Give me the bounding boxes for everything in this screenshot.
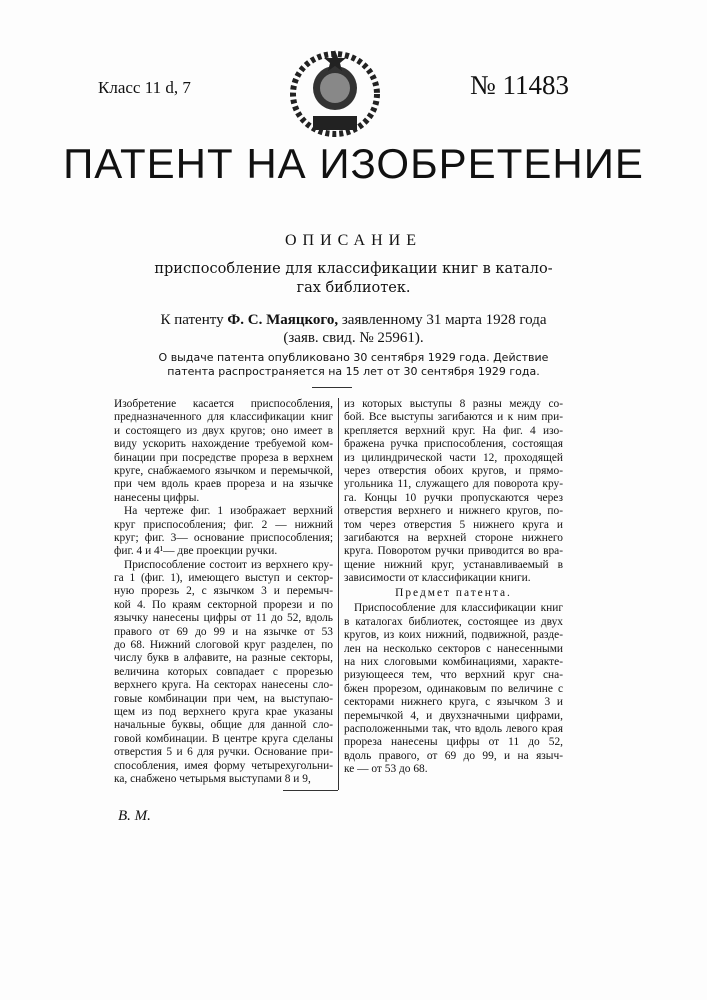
text-line: говые комбинации при чем, на выступаю-	[114, 693, 333, 706]
text-line: язычку нанесены цифры от 11 до 52, вдоль	[114, 612, 333, 625]
text-line: круга. Поворотом ручки приводится во вра-	[344, 545, 563, 558]
text-line: фиг. 4 и 4¹— две проекции ручки.	[114, 545, 333, 558]
patent-page	[0, 0, 707, 1000]
text-line: круг; фиг. 3— основание приспособления;	[114, 532, 333, 545]
text-line: предназначенного для классификации книг	[114, 411, 333, 424]
left-column	[114, 398, 333, 786]
text-line: ризующееся тем, что верхний круг сна-	[344, 669, 563, 682]
column-divider	[338, 398, 339, 790]
document-title: ПАТЕНТ НА ИЗОБРЕТЕНИЕ	[0, 140, 707, 188]
text-line: щем из под верхнего круга крае указаны	[114, 706, 333, 719]
text-line: кругов, из коих нижний, подвижной, разде-	[344, 629, 563, 642]
subtitle-line: гах библиотек.	[0, 279, 707, 298]
text-line: из которых выступы 8 разны между со-	[344, 398, 563, 411]
text-line: до 68. Нижний слоговой круг разделен, по	[114, 639, 333, 652]
text-line: Изобретение касается приспособления,	[114, 398, 333, 411]
text-line: и состоящего из двух кругов; оно имеет в	[114, 425, 333, 438]
claim-heading: Предмет патента.	[344, 585, 563, 602]
text-line: крепляется верхний круг. На фиг. 4 изо-	[344, 425, 563, 438]
text-line: отверстия верхнего и нижнего кругов, по-	[344, 505, 563, 518]
text-line: секторами нижнего круга, с язычком 3 и	[344, 696, 563, 709]
text-line: га 1 (фиг. 1), имеющего выступ и сектор-	[114, 572, 333, 585]
patent-class: Класс 11 d, 7	[98, 78, 191, 98]
text-line: га. Концы 10 ручки пропускаются через	[344, 492, 563, 505]
subtitle-line: приспособление для классификации книг в катало-	[0, 260, 707, 279]
text-line: начальные буквы, общие для данной слo-	[114, 719, 333, 732]
application-number: (заяв. свид. № 25961).	[0, 329, 707, 347]
right-column	[344, 398, 563, 777]
text-line: ке — от 53 до 68.	[344, 763, 563, 776]
text-line: Приспособление состоит из верхнего кру-	[114, 559, 333, 572]
text-line: на них слоговыми комбинациями, характе-	[344, 656, 563, 669]
signature: В. М.	[118, 808, 151, 825]
text-line: верхнего круга. На секторах нанесены сло-	[114, 679, 333, 692]
text-line: из цилиндрической части 12, проходящей	[344, 452, 563, 465]
text-line: отверстия 5 и 6 для ручки. Основание при-	[114, 746, 333, 759]
text-line: способления, имея форму четырехугольни-	[114, 760, 333, 773]
patent-filed-date: заявленному 31 марта 1928 года	[338, 312, 546, 328]
text-line: бой. Все выступы загибаются и к ним при-	[344, 411, 563, 424]
patent-info	[0, 311, 707, 347]
text-line: круге, снабжаемого язычком и перемычкой,	[114, 465, 333, 478]
text-line: кой 4. По краям секторной прорези и по	[114, 599, 333, 612]
text-line: ка, снабжено четырьмя выступами 8 и 9,	[114, 773, 333, 786]
text-line: числу букв в алфавите, на разные секторы,	[114, 652, 333, 665]
text-line: расположенными так, что вдоль левого края	[344, 723, 563, 736]
text-line: при чем вдоль краев прореза и на язычке	[114, 478, 333, 491]
text-line: загибаются на верхней стороне нижнего	[344, 532, 563, 545]
text-line: виду ускорить нахождение требуемой ком-	[114, 438, 333, 451]
text-line: через отверстия обоих кругов, и прямо-	[344, 465, 563, 478]
text-line: нанесены цифры.	[114, 492, 333, 505]
description-heading: ОПИСАНИЕ	[0, 232, 707, 250]
notice-line: патента распространяется на 15 лет от 30 сентября 1929 года.	[0, 365, 707, 379]
text-line: величина которых совпадает с прорезью	[114, 666, 333, 679]
text-line: лен на несколько секторов с нанесенными	[344, 643, 563, 656]
text-line: зависимости от классификации книги.	[344, 572, 563, 585]
text-line: бражена ручка приспособления, состоящая	[344, 438, 563, 451]
publication-notice	[0, 351, 707, 379]
text-line: в каталогах библиотек, состоящее из двух	[344, 616, 563, 629]
text-line: бинации при посредстве прореза в верхнем	[114, 452, 333, 465]
patent-prefix: К патенту	[160, 312, 227, 328]
text-line: угольника 11, служащего для поворота кру-	[344, 478, 563, 491]
text-line: На чертеже фиг. 1 изображает верхний	[114, 505, 333, 518]
column-end-rule	[283, 790, 338, 791]
text-line: правого от 69 до 99 и на язычке от 53	[114, 626, 333, 639]
patent-author: Ф. С. Маяцкого,	[227, 312, 338, 328]
divider	[312, 387, 352, 388]
text-line: вдоль правого, от 69 до 99, и на языч-	[344, 750, 563, 763]
text-line: том через отверстия 5 нижнего круга и	[344, 519, 563, 532]
text-line: говой комбинации. В центре круга сделаны	[114, 733, 333, 746]
state-emblem-icon	[285, 48, 385, 138]
text-line: щение нижний круг, устанавливаемый в	[344, 559, 563, 572]
text-line: прореза нанесены цифры от 11 до 52,	[344, 736, 563, 749]
text-line: круг приспособления; фиг. 2 — нижний	[114, 519, 333, 532]
invention-subtitle	[0, 260, 707, 298]
patent-number: № 11483	[470, 70, 569, 101]
notice-line: О выдаче патента опубликовано 30 сентября 1929 года. Действие	[0, 351, 707, 365]
text-line: ную прорезь 2, с язычком 3 и перемыч-	[114, 585, 333, 598]
text-line: Приспособление для классификации книг	[344, 602, 563, 615]
text-line: перемычкой 4, и двухзначными цифрами,	[344, 710, 563, 723]
text-line: бжен прорезом, одинаковым по величине с	[344, 683, 563, 696]
